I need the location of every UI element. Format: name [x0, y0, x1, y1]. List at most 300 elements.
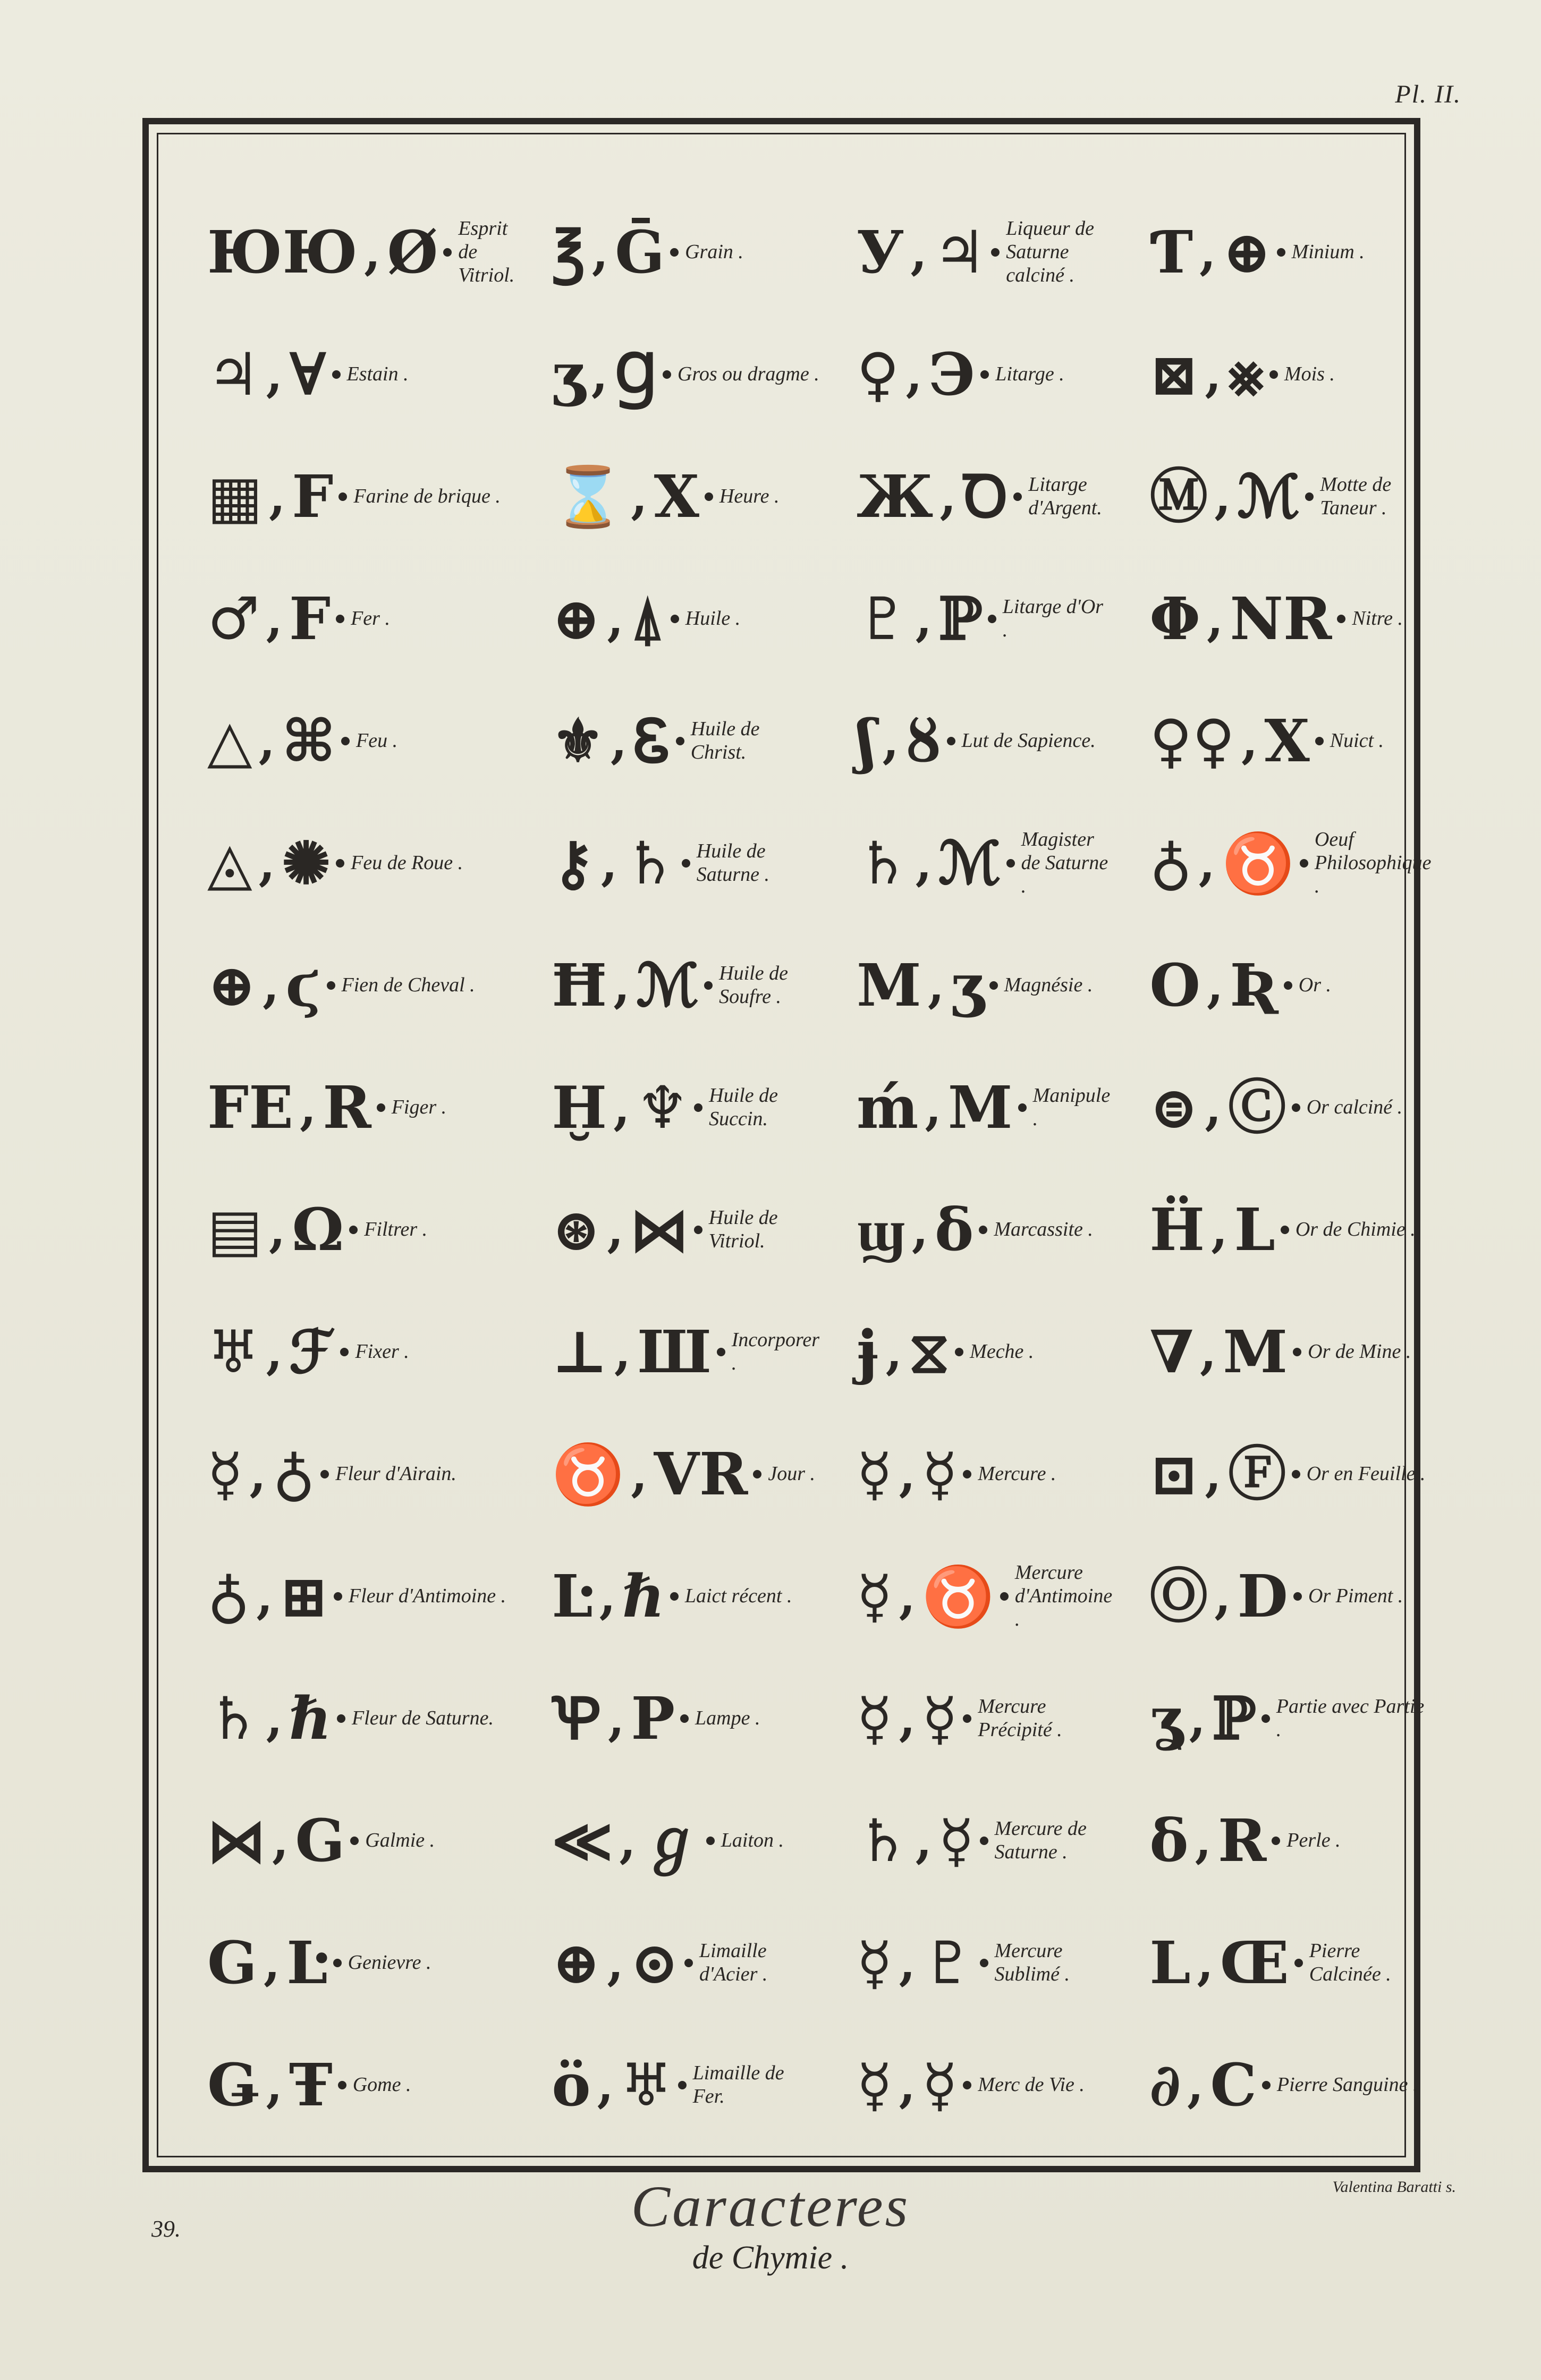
symbol-label: Huile de Vitriol. — [708, 1206, 778, 1252]
alchemical-symbol: ☿ — [921, 1684, 958, 1753]
alchemical-symbol: ö — [552, 2051, 591, 2119]
symbol-label: Huile de Christ. — [690, 718, 760, 763]
alchemical-symbol: P — [631, 1684, 675, 1753]
symbol-label: Nuict . — [1330, 729, 1384, 752]
bullet-dot — [336, 615, 344, 623]
alchemical-symbol: ∇ — [1149, 1318, 1194, 1386]
alchemical-symbol: Ш — [637, 1318, 712, 1386]
symbol-entry — [170, 1535, 514, 1658]
symbol-label: Laict récent . — [684, 1585, 792, 1608]
alchemical-symbol: FE — [207, 1073, 293, 1142]
alchemical-symbol: ⊕ — [552, 584, 601, 653]
comma-separator: , — [1214, 469, 1231, 525]
symbol-label: Mercure d'Antimoine . — [1014, 1561, 1113, 1630]
comma-separator: , — [1197, 1935, 1214, 1991]
symbol-entry — [514, 1047, 819, 1169]
symbol-label: Esprit de Vitriol. — [458, 217, 515, 286]
symbol-group — [207, 1073, 371, 1142]
symbol-label: Lampe . — [695, 1707, 760, 1730]
symbol-entry — [1112, 436, 1431, 558]
symbol-entry — [819, 924, 1112, 1047]
symbol-label: Galmie . — [365, 1829, 435, 1852]
alchemical-symbol: ♁ — [1149, 829, 1192, 897]
alchemical-symbol: Ḫ — [552, 1073, 607, 1142]
alchemical-symbol: ▦ — [207, 462, 263, 531]
comma-separator: , — [258, 835, 275, 891]
symbol-group — [1149, 1073, 1286, 1142]
bullet-dot — [694, 1226, 702, 1234]
symbol-label: Fleur d'Antimoine . — [348, 1585, 506, 1608]
symbol-group — [552, 584, 665, 653]
alchemical-symbol: ✺ — [281, 829, 331, 897]
symbol-entry — [819, 313, 1112, 436]
alchemical-symbol: ℱ — [289, 1318, 335, 1386]
bullet-dot — [1292, 1103, 1300, 1112]
symbol-entry — [819, 1535, 1112, 1658]
symbol-label: Mercure Sublimé . — [994, 1940, 1070, 1985]
bullet-dot — [349, 1226, 358, 1234]
alchemical-symbol: ♄ — [624, 829, 676, 897]
symbol-entry — [170, 802, 514, 924]
symbol-group — [1149, 2051, 1257, 2119]
symbol-entry — [1112, 1902, 1431, 2024]
bullet-dot — [1293, 1348, 1301, 1356]
symbol-label: Feu de Roue . — [351, 852, 463, 874]
alchemical-symbol: ☿ — [921, 2051, 958, 2119]
alchemical-symbol: ♁ — [272, 1440, 316, 1508]
comma-separator: , — [256, 1568, 273, 1625]
plate-number: Pl. II. — [1395, 80, 1461, 108]
symbol-entry — [170, 1902, 514, 2024]
page-number: 39. — [151, 2216, 181, 2242]
symbol-group — [552, 462, 699, 531]
symbol-label: Mois . — [1284, 363, 1335, 386]
symbol-group — [552, 218, 665, 286]
alchemical-symbol: ⋈ — [630, 1195, 689, 1264]
symbol-entry — [819, 2024, 1112, 2146]
comma-separator: , — [915, 1813, 933, 1869]
symbol-group — [857, 340, 976, 409]
alchemical-symbol: L — [1234, 1195, 1275, 1264]
symbol-entry — [819, 1658, 1112, 1780]
symbol-label: Marcassite . — [994, 1218, 1093, 1241]
symbol-entry — [1112, 1169, 1431, 1291]
symbol-label: Incorporer . — [731, 1329, 820, 1374]
symbol-group — [552, 1928, 679, 1997]
alchemical-symbol: Ḡ — [615, 218, 665, 286]
bullet-dot — [1300, 859, 1308, 868]
symbol-label: Or . — [1298, 974, 1332, 997]
alchemical-symbol: ʃ — [857, 707, 876, 775]
comma-separator: , — [899, 1935, 916, 1991]
bullet-dot — [1269, 370, 1278, 379]
alchemical-symbol: ♇ — [857, 584, 909, 653]
symbol-entry — [170, 436, 514, 558]
comma-separator: , — [268, 1202, 286, 1258]
bullet-dot — [333, 1959, 342, 1967]
symbol-label: Heure . — [719, 485, 780, 508]
symbol-label: Merc de Vie . — [978, 2073, 1085, 2096]
alchemical-symbol: ☿ — [938, 1806, 975, 1875]
alchemical-symbol: Ʀ — [1230, 951, 1278, 1019]
symbol-group — [1149, 584, 1332, 653]
comma-separator: , — [1241, 713, 1258, 769]
comma-separator: , — [607, 1202, 624, 1258]
symbol-entry — [514, 680, 819, 802]
symbol-group — [857, 1440, 958, 1508]
alchemical-symbol: ⊥ — [552, 1318, 608, 1386]
symbol-label: Litarge d'Argent. — [1028, 473, 1102, 519]
symbol-group — [1149, 1195, 1275, 1264]
alchemical-symbol: Ꝕ — [552, 1684, 602, 1753]
alchemical-symbol: R — [323, 1073, 371, 1142]
alchemical-symbol: Э — [928, 340, 976, 409]
alchemical-symbol: δ — [935, 1195, 974, 1264]
symbol-group — [552, 951, 699, 1019]
alchemical-symbol: G — [207, 1928, 257, 1997]
symbol-entry — [170, 313, 514, 436]
alchemical-symbol: δ — [1149, 1806, 1189, 1875]
comma-separator: , — [905, 346, 922, 403]
bullet-dot — [338, 2081, 346, 2089]
symbol-label: Mercure de Saturne . — [994, 1817, 1087, 1863]
symbol-group — [552, 707, 671, 775]
bullet-dot — [332, 370, 341, 379]
alchemical-symbol: ⊜ — [1149, 1073, 1199, 1142]
bullet-dot — [1294, 1959, 1303, 1967]
alchemical-symbol: ⊙ — [630, 1928, 679, 1997]
symbol-group — [1149, 1928, 1289, 1997]
alchemical-symbol: ⚜ — [552, 707, 604, 775]
symbol-label: Magnésie . — [1004, 974, 1093, 997]
alchemical-symbol: △ — [207, 707, 252, 775]
bullet-dot — [1261, 1714, 1270, 1723]
symbol-group — [552, 1195, 689, 1264]
bullet-dot — [680, 1714, 689, 1723]
bullet-dot — [980, 1837, 988, 1845]
comma-separator: , — [911, 1202, 929, 1258]
symbol-entry — [1112, 1413, 1431, 1535]
symbol-label: Genievre . — [348, 1951, 431, 1974]
symbol-label: Mercure Précipité . — [978, 1695, 1062, 1741]
comma-separator: , — [607, 1690, 625, 1747]
alchemical-symbol: ⊕ — [207, 951, 257, 1019]
symbol-group — [1149, 1318, 1288, 1386]
bullet-dot — [682, 859, 690, 868]
bullet-dot — [694, 1103, 702, 1112]
symbol-label: Laiton . — [721, 1829, 784, 1852]
symbol-group — [1149, 1440, 1286, 1508]
symbol-group — [857, 2051, 958, 2119]
symbol-entry — [1112, 924, 1431, 1047]
bullet-dot — [991, 248, 1000, 257]
symbol-entry — [514, 1291, 819, 1413]
bullet-dot — [671, 615, 679, 623]
bullet-dot — [963, 2081, 971, 2089]
symbol-group — [207, 1318, 335, 1386]
symbol-label: Gome . — [352, 2073, 411, 2096]
alchemical-symbol: Ⓞ — [1149, 1562, 1208, 1630]
alchemical-symbol: ☿ — [207, 1440, 243, 1508]
symbol-entry — [819, 680, 1112, 802]
symbol-label: Figer . — [391, 1096, 447, 1119]
bullet-dot — [320, 1470, 329, 1478]
symbol-group — [207, 1684, 332, 1753]
bullet-dot — [336, 859, 344, 868]
bullet-dot — [979, 1226, 987, 1234]
symbol-group — [207, 951, 321, 1019]
comma-separator: , — [614, 1324, 631, 1380]
symbol-group — [857, 1195, 974, 1264]
bullet-dot — [327, 981, 335, 990]
bullet-dot — [663, 370, 671, 379]
bullet-dot — [1315, 737, 1324, 745]
symbol-label: Pierre Sanguine . — [1276, 2073, 1418, 2096]
alchemical-symbol: ЮЮ — [207, 218, 358, 286]
alchemical-symbol: ▤ — [207, 1195, 263, 1264]
symbol-entry — [170, 1658, 514, 1780]
alchemical-symbol: ♃ — [933, 218, 986, 286]
alchemical-symbol: Ω — [292, 1195, 344, 1264]
symbol-entry — [1112, 191, 1431, 313]
bullet-dot — [1006, 859, 1015, 868]
symbol-group — [857, 829, 1001, 897]
alchemical-symbol: ℏ — [622, 1562, 665, 1630]
alchemical-symbol: ⌛ — [552, 462, 625, 531]
symbol-entry — [819, 1902, 1112, 2024]
symbol-group — [1149, 340, 1264, 409]
alchemical-symbol: ⊡ — [1149, 1440, 1199, 1508]
symbol-group — [857, 1684, 958, 1753]
symbol-label: Partie avec Partie . — [1276, 1695, 1425, 1741]
bullet-dot — [1272, 1837, 1280, 1845]
symbol-label: Estain . — [346, 363, 409, 386]
symbol-group — [552, 1073, 689, 1142]
symbol-entry — [514, 313, 819, 436]
symbol-group — [1149, 1684, 1256, 1753]
comma-separator: , — [927, 957, 945, 1014]
alchemical-symbol: R — [1217, 1806, 1267, 1875]
symbol-label: Limaille de Fer. — [692, 2062, 784, 2107]
symbol-label: Huile de Soufre . — [719, 962, 788, 1008]
alchemical-symbol: Ħ — [552, 951, 607, 1019]
comma-separator: , — [1207, 957, 1224, 1014]
alchemical-symbol: Ŀ — [552, 1562, 593, 1630]
symbol-entry — [170, 1780, 514, 1902]
symbol-label: Liqueur de Saturne calciné . — [1006, 217, 1095, 286]
symbol-entry — [819, 558, 1112, 680]
alchemical-symbol: ⋈ — [207, 1806, 266, 1875]
alchemical-symbol: ϛ — [285, 951, 321, 1019]
symbol-entry — [819, 1780, 1112, 1902]
symbol-group — [857, 1806, 975, 1875]
bullet-dot — [704, 981, 713, 990]
bullet-dot — [1292, 1470, 1300, 1478]
comma-separator: , — [1200, 1324, 1217, 1380]
symbol-group — [1149, 707, 1310, 775]
bullet-dot — [1262, 2081, 1271, 2089]
symbol-entry — [819, 1169, 1112, 1291]
symbol-entry — [170, 1169, 514, 1291]
alchemical-symbol: ∀ — [289, 340, 327, 409]
symbol-entry — [819, 1047, 1112, 1169]
symbol-group — [1149, 462, 1300, 531]
symbol-label: Minium . — [1291, 241, 1365, 264]
alchemical-symbol: ♅ — [620, 2051, 673, 2119]
alchemical-symbol: Ⓜ — [1149, 462, 1208, 531]
alchemical-symbol: ≪ — [552, 1806, 613, 1875]
symbol-label: Limaille d'Acier . — [699, 1940, 768, 1985]
symbol-entry — [514, 1658, 819, 1780]
alchemical-symbol: O — [1149, 951, 1201, 1019]
symbol-group — [552, 1440, 748, 1508]
symbol-label: Magister de Saturne . — [1021, 828, 1108, 897]
symbol-group — [207, 340, 327, 409]
alchemical-symbol: ɉ — [857, 1318, 879, 1386]
symbol-entry — [1112, 802, 1431, 924]
alchemical-symbol: ☿ — [857, 1928, 893, 1997]
symbol-entry — [170, 191, 514, 313]
bullet-dot — [1305, 492, 1314, 501]
alchemical-symbol: L — [1149, 1928, 1191, 1997]
comma-separator: , — [899, 1690, 916, 1747]
symbol-group — [857, 951, 984, 1019]
alchemical-symbol: ☿ — [921, 1440, 958, 1508]
symbol-label: Manipule . — [1032, 1084, 1111, 1130]
symbol-group — [552, 1806, 701, 1875]
symbol-entry — [819, 1413, 1112, 1535]
alchemical-symbol: ℙ — [938, 584, 983, 653]
comma-separator: , — [899, 1568, 916, 1625]
bullet-dot — [337, 1714, 345, 1723]
symbol-label: Fer . — [351, 607, 390, 630]
symbol-entry — [170, 2024, 514, 2146]
alchemical-symbol: ⍋ — [630, 584, 665, 653]
comma-separator: , — [364, 224, 381, 280]
bullet-dot — [955, 1348, 963, 1356]
alchemical-symbol: NR — [1230, 584, 1332, 653]
alchemical-symbol: ☿ — [857, 1562, 893, 1630]
symbol-group — [857, 1073, 1013, 1142]
alchemical-symbol: C — [1210, 2051, 1257, 2119]
symbol-entry — [819, 1291, 1112, 1413]
comma-separator: , — [1205, 1446, 1222, 1502]
alchemical-symbol: VR — [654, 1440, 748, 1508]
bullet-dot — [963, 1470, 971, 1478]
alchemical-symbol: ℊ — [642, 1806, 701, 1875]
comma-separator: , — [1187, 2057, 1204, 2113]
alchemical-symbol: Ⓒ — [1227, 1073, 1286, 1142]
bullet-dot — [443, 248, 452, 257]
symbol-entry — [514, 1902, 819, 2024]
symbol-group — [207, 1928, 328, 1997]
alchemical-symbol: ♇ — [921, 1928, 975, 1997]
symbol-label: Lut de Sapience. — [961, 729, 1096, 752]
alchemical-symbol: ℳ — [938, 829, 1001, 897]
symbol-entry — [1112, 1780, 1431, 1902]
symbol-label: Fien de Cheval . — [341, 974, 475, 997]
symbol-label: Huile de Saturne . — [696, 840, 770, 886]
comma-separator: , — [249, 1446, 266, 1502]
bullet-dot — [705, 492, 713, 501]
symbol-group — [552, 1684, 675, 1753]
comma-separator: , — [272, 1813, 289, 1869]
bullet-dot — [338, 492, 347, 501]
symbol-label: Or calciné . — [1306, 1096, 1403, 1119]
alchemical-symbol: ♃ — [207, 340, 260, 409]
bullet-dot — [1293, 1592, 1302, 1601]
symbol-entry — [1112, 1535, 1431, 1658]
alchemical-symbol: M — [1223, 1318, 1288, 1386]
symbol-entry — [819, 436, 1112, 558]
bullet-dot — [670, 248, 679, 257]
symbol-label: Pierre Calcinée . — [1309, 1940, 1391, 1985]
symbol-group — [207, 2051, 333, 2119]
bullet-dot — [1284, 981, 1292, 990]
alchemical-symbol: ȣ — [905, 707, 942, 775]
symbol-entry — [170, 680, 514, 802]
alchemical-symbol: ⌘ — [281, 707, 336, 775]
alchemical-symbol: Ꝺ — [962, 462, 1009, 531]
symbol-group — [857, 707, 942, 775]
symbol-entry — [514, 1413, 819, 1535]
symbol-label: Feu . — [356, 729, 398, 752]
comma-separator: , — [268, 469, 286, 525]
engraver-signature: Valentina Baratti s. — [1332, 2178, 1456, 2196]
symbol-group — [552, 1318, 712, 1386]
comma-separator: , — [1205, 346, 1222, 403]
symbol-entry — [514, 2024, 819, 2146]
symbol-group — [1149, 218, 1272, 286]
symbol-entry — [170, 1291, 514, 1413]
symbol-label: Fixer . — [355, 1340, 409, 1363]
alchemical-symbol: ⚷ — [552, 829, 595, 897]
comma-separator: , — [266, 1324, 283, 1380]
comma-separator: , — [1211, 1202, 1228, 1258]
comma-separator: , — [631, 469, 648, 525]
alchemical-symbol: Ǥ — [207, 2051, 260, 2119]
bullet-dot — [684, 1959, 693, 1967]
symbol-group — [1149, 1562, 1288, 1630]
symbol-entry — [1112, 680, 1431, 802]
alchemical-symbol: Ж — [857, 462, 934, 531]
comma-separator: , — [610, 713, 628, 769]
alchemical-symbol: F — [292, 462, 334, 531]
comma-separator: , — [1198, 835, 1215, 891]
bullet-dot — [717, 1348, 725, 1356]
comma-separator: , — [613, 1080, 630, 1136]
symbol-entry — [514, 436, 819, 558]
plate-title: Caracteres — [631, 2174, 910, 2239]
comma-separator: , — [1195, 1813, 1212, 1869]
comma-separator: , — [597, 2057, 614, 2113]
symbol-entry — [514, 1535, 819, 1658]
symbol-entry — [819, 802, 1112, 924]
alchemical-symbol: ⊕ — [1222, 218, 1272, 286]
comma-separator: , — [258, 713, 275, 769]
comma-separator: , — [613, 957, 630, 1014]
bullet-dot — [989, 981, 998, 990]
symbol-group — [552, 340, 658, 409]
symbol-entry — [819, 191, 1112, 313]
alchemical-symbol: ☿ — [857, 1440, 893, 1508]
alchemical-symbol: D — [1237, 1562, 1288, 1630]
symbol-label: Gros ou dragme . — [678, 363, 819, 386]
bullet-dot — [1000, 1592, 1009, 1601]
alchemical-symbol: G — [295, 1806, 345, 1875]
symbol-label: Or en Feuille . — [1306, 1463, 1426, 1485]
comma-separator: , — [899, 2057, 916, 2113]
